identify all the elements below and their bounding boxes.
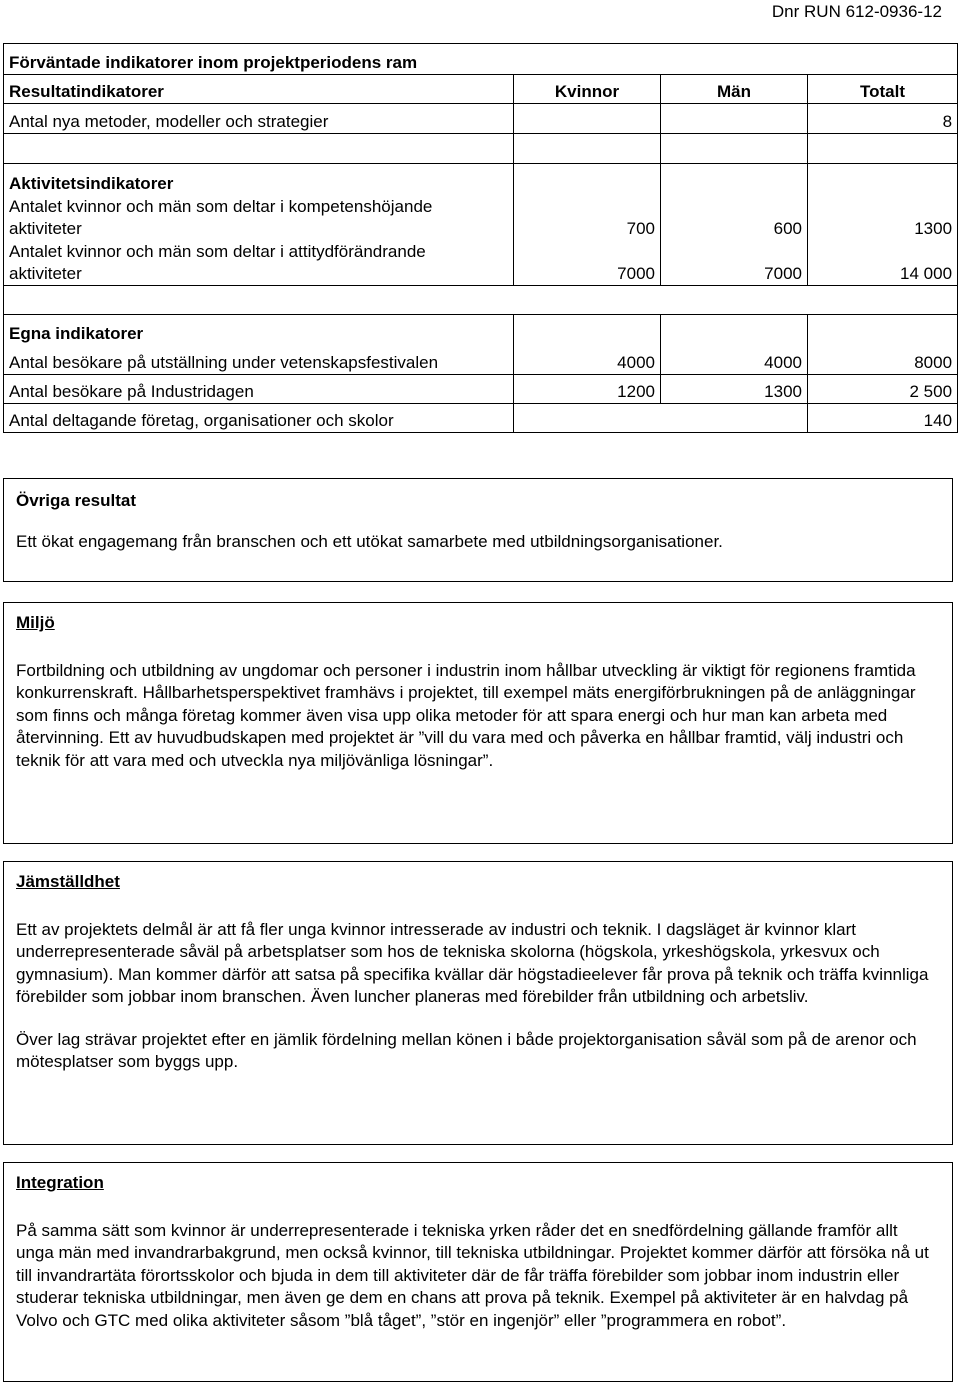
table-header-row <box>4 75 958 104</box>
row-men: 1300 <box>661 375 808 404</box>
row-men: 4000 <box>661 345 808 375</box>
row-total: 8000 <box>808 345 958 375</box>
own-title: Egna indikatorer <box>4 315 514 345</box>
table-title: Förväntade indikatorer inom projektperiodens ram <box>4 44 958 75</box>
row-label: Antal besökare på utställning under vetenskapsfestivalen <box>4 345 514 375</box>
header-women: Kvinnor <box>514 75 661 104</box>
row-men: 7000 <box>661 240 808 286</box>
jamstalldhet-title: Jämställdhet <box>16 872 120 891</box>
row-label: Antal besökare på Industridagen <box>4 375 514 404</box>
row-men <box>661 104 808 134</box>
table-row <box>4 240 958 286</box>
table-title-row <box>4 44 958 75</box>
integration-title: Integration <box>16 1173 104 1192</box>
table-row <box>4 404 958 433</box>
table-row <box>4 375 958 404</box>
row-total: 2 500 <box>808 375 958 404</box>
header-total: Totalt <box>808 75 958 104</box>
row-women <box>514 104 661 134</box>
row-men: 600 <box>661 195 808 240</box>
miljo-section <box>3 602 953 844</box>
row-women: 7000 <box>514 240 661 286</box>
table-row <box>4 104 958 134</box>
jamstalldhet-text-2: Över lag strävar projektet efter en jämlik fördelning mellan könen i både projektorganisation såväl som på de arenor och mötesplatser som byggs upp. <box>16 1029 917 1071</box>
integration-section <box>3 1162 953 1382</box>
row-total: 140 <box>808 404 958 433</box>
row-women: 700 <box>514 195 661 240</box>
row-total: 14 000 <box>808 240 958 286</box>
row-women: 1200 <box>514 375 661 404</box>
row-women-men <box>514 404 808 433</box>
row-total: 1300 <box>808 195 958 240</box>
ovriga-title: Övriga resultat <box>16 491 136 510</box>
row-total: 8 <box>808 104 958 134</box>
miljo-title: Miljö <box>16 613 55 632</box>
ovriga-section <box>3 478 953 582</box>
header-men: Män <box>661 75 808 104</box>
empty-row <box>4 134 958 164</box>
row-women: 4000 <box>514 345 661 375</box>
own-title-row <box>4 315 958 345</box>
table-row <box>4 195 958 240</box>
row-label: Antalet kvinnor och män som deltar i attitydförändrande aktiviteter <box>4 240 514 286</box>
document-reference: Dnr RUN 612-0936-12 <box>771 2 942 21</box>
row-label: Antalet kvinnor och män som deltar i kompetenshöjande aktiviteter <box>4 195 514 240</box>
jamstalldhet-section <box>3 861 953 1145</box>
ovriga-text: Ett ökat engagemang från branschen och ett utökat samarbete med utbildningsorganisationer. <box>16 531 723 551</box>
row-label: Antal deltagande företag, organisationer och skolor <box>4 404 514 433</box>
empty-row <box>4 286 958 315</box>
jamstalldhet-text-1: Ett av projektets delmål är att få fler unga kvinnor intresserade av industri och teknik. I dagsläget är kvinnor klart underrepresenterade såväl på arbetsplatser som hos de tekniska skolorna (högskola, yrkeshögskola, yrkesvux och gymnasium). Man kommer därför att satsa på specifika kvällar där högstadieelever får prova på teknik och träffa kvinnliga förebilder som jobbar inom branschen. Även luncher planeras med förebilder från utbildning och arbetsliv. <box>16 919 929 1006</box>
table-row <box>4 345 958 375</box>
miljo-text: Fortbildning och utbildning av ungdomar och personer i industrin inom hållbar utveckling är viktigt för regionens framtida konkurrenskraft. Hållbarhetsperspektivet framhävs i projektet, till exempel mäts energiförbrukningen på de anläggningar som finns och många företag kommer även visa upp olika metoder för att spara energi och hur man kan arbeta med återvinning. Ett av huvudbudskapen med projektet är ”vill du vara med och påverka en hållbar framtid, välj industri och teknik för att vara med och utveckla nya miljövänliga lösningar”. <box>16 660 916 770</box>
row-label: Antal nya metoder, modeller och strategier <box>4 104 514 134</box>
integration-text: På samma sätt som kvinnor är underrepresenterade i tekniska yrken råder det en snedfördelning gällande framför allt unga män med invandrarbakgrund, men också kvinnor, till tekniska utbildningar. Projektet kommer därför att försöka nå ut till invandrartäta förortsskolor och bjuda in dem till aktiviteter där de får träffa förebilder som jobbar inom industrin eller studerar tekniska utbildningar, men även ge dem en chans att prova på teknik. Exempel på aktiviteter är en halvdag på Volvo och GTC med olika aktiviteter såsom ”blå tåget”, ”stör en ingenjör” eller ”programmera en robot”. <box>16 1220 929 1330</box>
activity-title: Aktivitetsindikatorer <box>4 164 514 195</box>
header-label: Resultatindikatorer <box>4 75 514 104</box>
activity-title-row <box>4 164 958 195</box>
indicator-table <box>3 43 958 433</box>
